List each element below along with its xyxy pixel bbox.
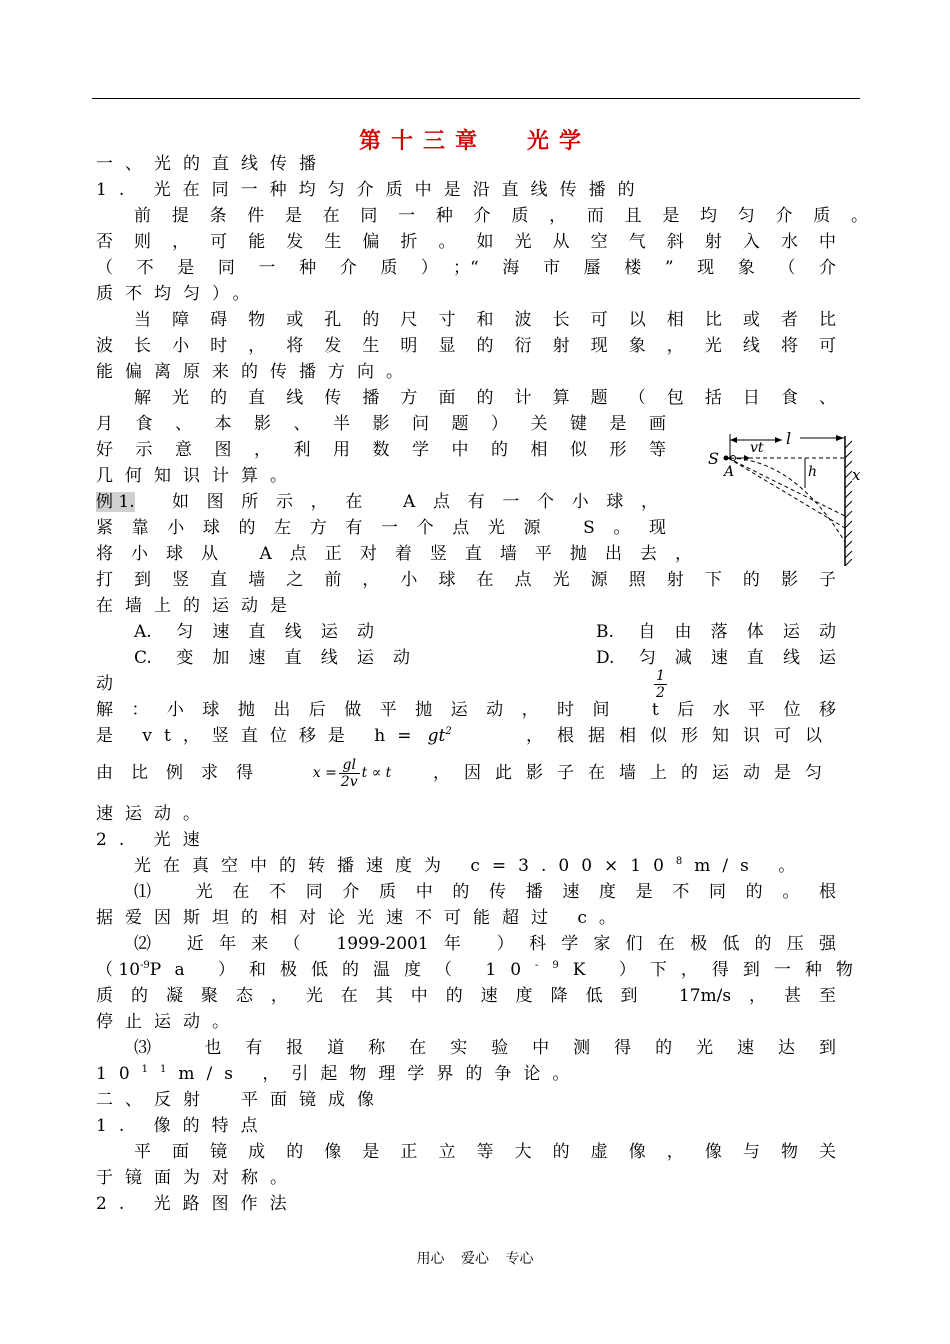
- paragraph-line: 月食、本影、半影问题）关键是画: [96, 414, 666, 434]
- paragraph-line: 如图所示，在 A点有一个小球，: [172, 492, 658, 512]
- paragraph-line: 将小球从 A点正对着竖直墙平抛出去，: [96, 544, 692, 564]
- chapter-number: 第十三章: [358, 128, 487, 154]
- solution-line: [96, 756, 836, 790]
- speed-unit: m/s 。: [694, 856, 808, 876]
- formula-text: gt: [427, 726, 446, 746]
- paragraph-line: ⑵ 近年来（ 1999-2001年 ）科学家们在极低的压强: [134, 934, 836, 954]
- paragraph-line: 动: [96, 674, 113, 694]
- section-heading-1: 一、光的直线传播: [96, 154, 328, 174]
- paragraph-line: [96, 1064, 581, 1086]
- formula-exponent: 2: [445, 726, 452, 737]
- ratio-fraction: [339, 757, 360, 790]
- fraction-denominator: 2: [656, 685, 665, 701]
- paragraph-line: 几何知识计算。: [96, 466, 299, 486]
- paragraph-line: [96, 960, 867, 982]
- paragraph-line: 前提条件是在同一种介质，而且是均匀介质。: [134, 206, 868, 226]
- projectile-shadow-figure: [700, 424, 870, 574]
- page-footer: [0, 1248, 950, 1268]
- formula-lhs: x =: [312, 765, 337, 781]
- paragraph-line: 平面镜成的像是正立等大的虚像，像与物关: [134, 1142, 836, 1162]
- example-number: 例 1.: [96, 492, 135, 512]
- chapter-name: 光学: [527, 128, 592, 154]
- section-heading-2: 2. 光速: [96, 830, 212, 850]
- label-h: h: [808, 464, 818, 480]
- paragraph-line: ⑴ 光在不同介质中的传播速度是不同的。根: [134, 882, 836, 902]
- footer-text: 用心: [416, 1251, 445, 1267]
- speed-text: m/s ，引起物理学界的争论。: [178, 1064, 582, 1084]
- label-A: A: [724, 464, 735, 480]
- paragraph-line: 于镜面为对称。: [96, 1168, 299, 1188]
- pressure-text: [96, 960, 150, 982]
- paragraph-line: 解光的直线传播方面的计算题（包括日食、: [134, 388, 836, 408]
- option-a: A. 匀速直线运动: [134, 622, 374, 642]
- pressure-exponent: -9: [140, 960, 150, 971]
- example-label: [96, 492, 135, 514]
- fraction-denominator: 2v: [340, 773, 358, 790]
- temperature-exponent: -9: [535, 960, 573, 971]
- paragraph-line: [134, 856, 807, 878]
- section-heading-3: 二、反射 平面镜成像: [96, 1090, 386, 1110]
- solution-text: ，因此影子在墙上的运动是匀: [432, 763, 836, 783]
- paragraph-line: 波长小时，将发生明显的衍射现象，光线将可: [96, 336, 836, 356]
- paragraph-line: ⑶ 也有报道称在实验中测得的光速达到: [134, 1038, 836, 1058]
- label-l: l: [786, 429, 792, 448]
- paragraph-line: 否则，可能发生偏折。如光从空气斜射入水中: [96, 232, 836, 252]
- fraction-numerator: 1: [656, 668, 665, 684]
- label-x: x: [852, 466, 861, 484]
- label-vt: vt: [750, 440, 764, 456]
- solution-formula: [428, 726, 452, 748]
- half-fraction: [654, 668, 667, 701]
- subheading: 1. 像的特点: [96, 1116, 270, 1136]
- condition-text: K ）下，得到一种物: [572, 960, 867, 980]
- pressure-prefix: （ 10: [96, 960, 141, 980]
- wall-hatching: [845, 441, 852, 566]
- solution-line: [96, 726, 836, 748]
- paragraph-line: 打到竖直墙之前，小球在点光源照射下的影子: [96, 570, 836, 590]
- footer-text: 爱心: [461, 1251, 489, 1267]
- ratio-formula: [313, 757, 392, 790]
- vt-arrow-left: [730, 437, 737, 443]
- option-d: D. 匀减速直线运: [596, 648, 836, 668]
- speed-exponent: 8: [675, 856, 695, 867]
- paragraph-line: 1. 光在同一种均匀介质中是沿直线传播的: [96, 180, 647, 200]
- temperature-text: [150, 960, 573, 982]
- l-arrow-right: [836, 435, 844, 441]
- option-b: B. 自由落体运动: [596, 622, 836, 642]
- footer-text: 专心: [505, 1251, 534, 1267]
- paragraph-line: 据爱因斯坦的相对论光速不可能超过 c。: [96, 908, 628, 928]
- paragraph-line: 质的凝聚态，光在其中的速度降低到 17m/s，甚至: [96, 986, 836, 1006]
- paragraph-line: 紧靠小球的左方有一个点光源 S。现: [96, 518, 666, 538]
- trajectory-curve: [730, 458, 845, 542]
- chapter-title: [0, 124, 950, 155]
- light-source-point: [724, 456, 729, 461]
- solution-text: ，根据相似形知识可以: [526, 726, 836, 746]
- fraction-numerator: gl: [339, 757, 360, 774]
- paragraph-line: 好示意图，利用数学中的相似形等: [96, 440, 666, 460]
- paragraph-line: 质不均匀）。: [96, 284, 262, 304]
- speed-exponent: 11: [141, 1064, 179, 1075]
- speed-text: 光在真空中的转播速度为 c=3.00×10: [134, 856, 676, 876]
- solution-text: 由比例求得: [96, 763, 271, 783]
- header-rule: [92, 98, 860, 99]
- formula-rhs: t ∝ t: [361, 765, 392, 781]
- ray-to-ball: [728, 458, 845, 516]
- option-c: C. 变加速直线运动: [134, 648, 410, 668]
- paragraph-line: 在墙上的运动是: [96, 596, 299, 616]
- label-S: S: [708, 449, 719, 468]
- solution-line: 速运动。: [96, 804, 212, 824]
- subheading: 2. 光路图作法: [96, 1194, 299, 1214]
- paragraph-line: 停止运动。: [96, 1012, 241, 1032]
- paragraph-line: 能偏离原来的传播方向。: [96, 362, 415, 382]
- temperature-prefix: Pa ）和极低的温度（ 10: [149, 960, 536, 980]
- ray-lower: [728, 458, 845, 528]
- paragraph-line: 当障碍物或孔的尺寸和波长可以相比或者比: [134, 310, 836, 330]
- solution-line: 解：小球抛出后做平抛运动，时间 t后水平位移: [96, 700, 836, 720]
- paragraph-line: （不是同一种介质）；“海市蜃楼”现象（介: [96, 258, 836, 278]
- speed-value: 10: [96, 1064, 142, 1084]
- solution-text: 是 vt，竖直位移是 h=: [96, 726, 424, 746]
- vt-arrow-right: [775, 437, 782, 443]
